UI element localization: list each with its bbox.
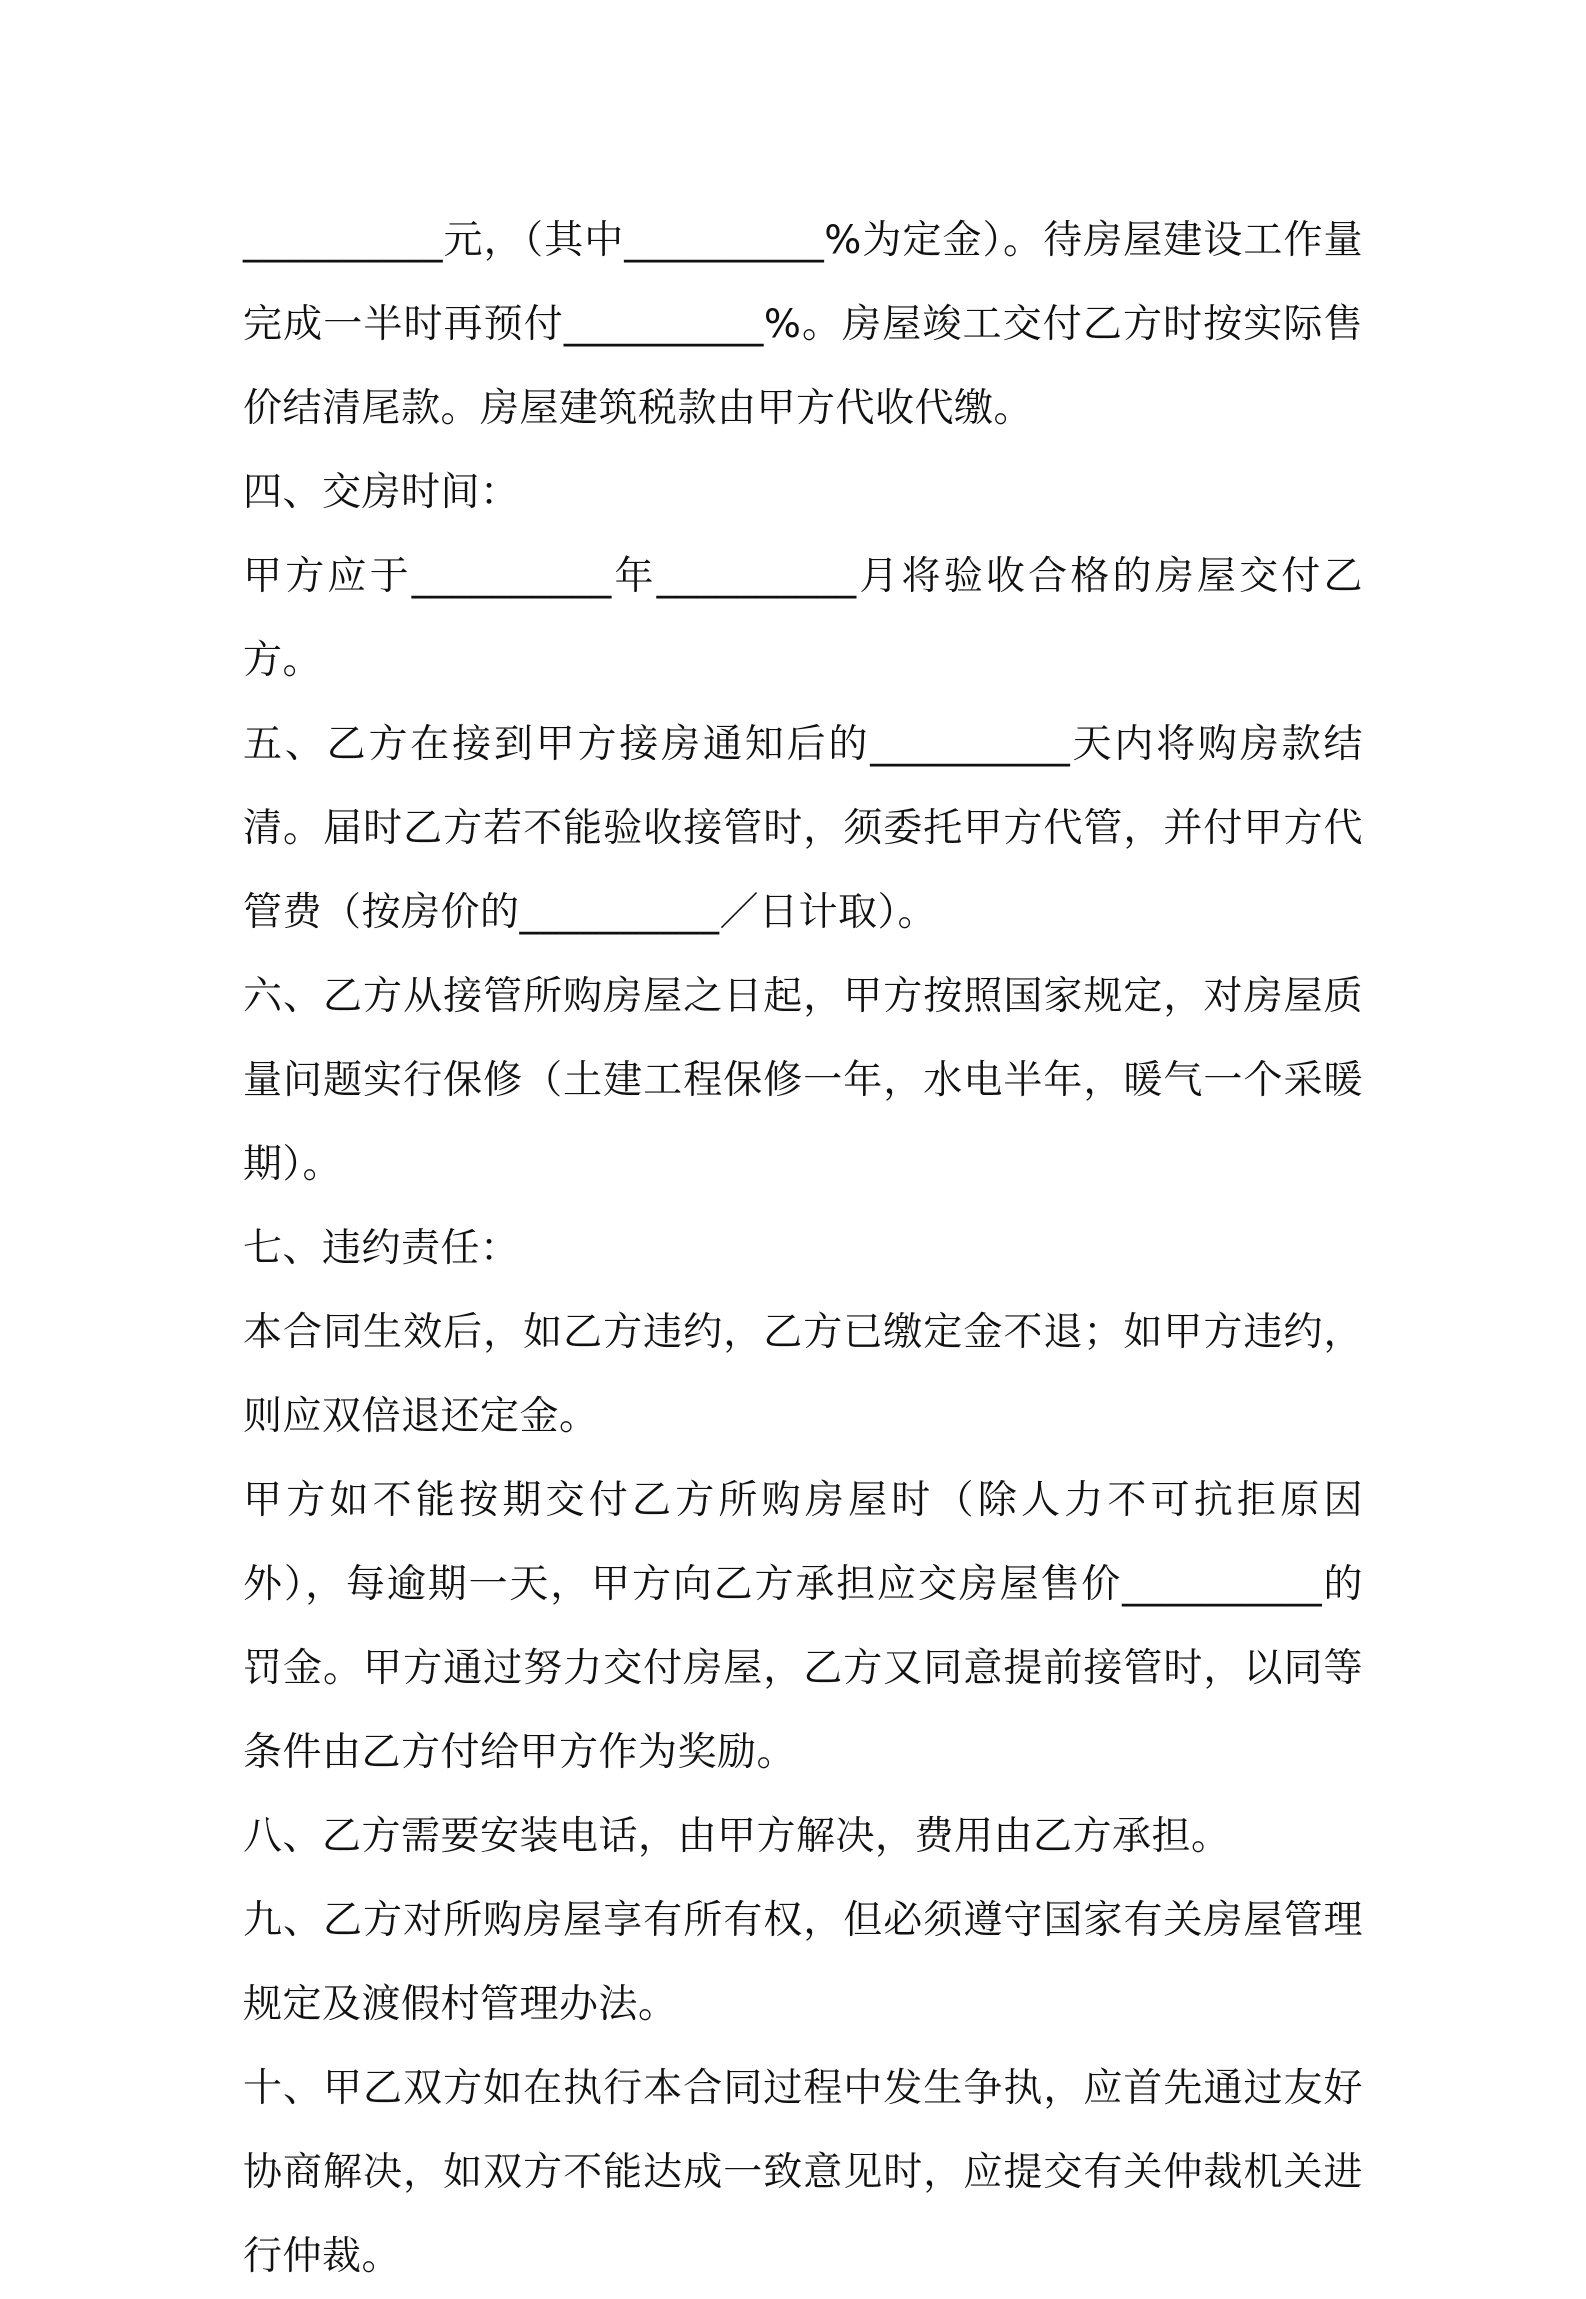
- breach-deposit-paragraph: 本合同生效后，如乙方违约，乙方已缴定金不退；如甲方违约，则应双倍退还定金。: [243, 1310, 1363, 1439]
- section-8-paragraph: 八、乙方需要安装电话，由甲方解决，费用由乙方承担。: [243, 1814, 1231, 1859]
- section-6-paragraph: 六、乙方从接管所购房屋之日起，甲方按照国家规定，对房屋质量问题实行保修（土建工程保修一年，水电半年，暖气一个采暖期）。: [243, 974, 1363, 1187]
- section-4-heading: 四、交房时间：: [243, 470, 520, 515]
- section-7-heading: 七、违约责任：: [243, 1226, 520, 1271]
- late-delivery-paragraph: 甲方如不能按期交付乙方所购房屋时（除人力不可抗拒原因外），每逾期一天，甲方向乙方承担应交房屋售价__________的罚金。甲方通过努力交付房屋，乙方又同意提前接管时，以同等条件由乙方付给甲方作为奖励。: [243, 1478, 1363, 1775]
- contract-body: [243, 199, 1363, 2299]
- section-9-paragraph: 九、乙方对所购房屋享有所有权，但必须遵守国家有关房屋管理规定及渡假村管理办法。: [243, 1898, 1363, 2027]
- section-5-paragraph: 五、乙方在接到甲方接房通知后的__________天内将购房款结清。届时乙方若不能验收接管时，须委托甲方代管，并付甲方代管费（按房价的__________／日计取）。: [243, 722, 1363, 935]
- payment-terms-paragraph: __________元，（其中__________%为定金）。待房屋建设工作量完成一半时再预付__________%。房屋竣工交付乙方时按实际售价结清尾款。房屋建筑税款由甲方代收代缴。: [243, 218, 1363, 431]
- delivery-time-paragraph: 甲方应于__________年__________月将验收合格的房屋交付乙方。: [243, 554, 1363, 683]
- section-10-paragraph: 十、甲乙双方如在执行本合同过程中发生争执，应首先通过友好协商解决，如双方不能达成一致意见时，应提交有关仲裁机关进行仲裁。: [243, 2066, 1363, 2279]
